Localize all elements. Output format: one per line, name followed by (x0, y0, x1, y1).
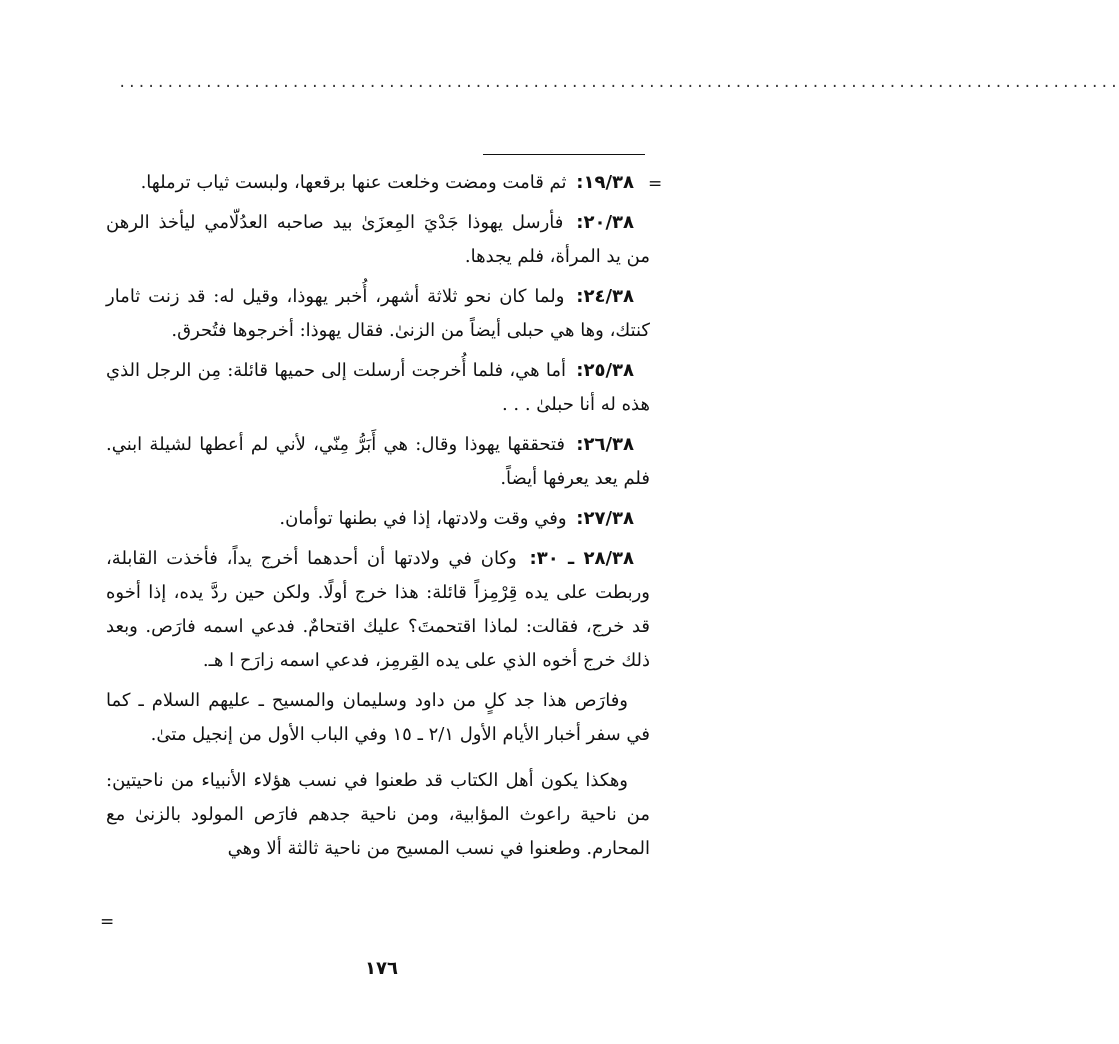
verse-text: وفي وقت ولادتها، إذا في بطنها توأمان. (279, 508, 567, 529)
verse-text: وكان في ولادتها أن أحدهما أخرج يداً، فأخذت القابلة، وربطت على يده قِرْمِزاً قائلة: هذا خرج أولًا. ولكن حين ردَّ يده، إذا أخوه قد خرج، فقالت: لماذا اقتحمتَ؟ عليك اقتحامٌ. فدعي اسمه فارَص. وبعد ذلك خرج أخوه الذي على يده القِرمِز، فدعي اسمه زارَح ا هـ. (106, 548, 650, 671)
verse-text: ثم قامت ومضت وخلعت عنها برقعها، ولبست ثياب ترملها. (140, 172, 567, 193)
verse-reference: ١٩/٣٨: (576, 172, 634, 193)
continuation-mark-top: = (648, 174, 663, 194)
header-dotted-rule: ........................................................................................................ (118, 75, 1119, 91)
footnote-verse-38-25 (106, 354, 650, 422)
footnote-verse-38-28-30 (106, 542, 650, 678)
footnote-verse-38-20 (106, 206, 650, 274)
verse-reference: ٢٠/٣٨: (576, 212, 634, 233)
verse-text: أما هي، فلما أُخرجت أرسلت إلى حميها قائلة: مِن الرجل الذي هذه له أنا حبلىٰ . . . (106, 360, 650, 415)
verse-text: فتحققها يهوذا وقال: هي أَبَرُّ مِنّي، لأني لم أعطها لشيلة ابني. فلم يعد يعرفها أيضاً. (106, 434, 650, 489)
body-paragraph-lineage: وفارَص هذا جد كلٍ من داود وسليمان والمسيح ـ عليهم السلام ـ كما في سفر أخبار الأيام الأول ٢/١ ـ ١٥ وفي الباب الأول من إنجيل متىٰ. (106, 690, 650, 745)
footnote-verse-38-26 (106, 428, 650, 496)
page-number: ١٧٦ (365, 958, 398, 979)
footnote-verse-38-19 (106, 166, 650, 200)
verse-reference: ٢٧/٣٨: (576, 508, 634, 529)
verse-text: ولما كان نحو ثلاثة أشهر، أُخبر يهوذا، وقيل له: قد زنت ثامار كنتك، وها هي حبلى أيضاً من الزنىٰ. فقال يهوذا: أخرجوها فتُحرق. (106, 286, 650, 341)
verse-text: فأرسل يهوذا جَدْيَ المِعزَىٰ بيد صاحبه العدُلّامي ليأخذ الرهن من يد المرأة، فلم يجدها. (106, 212, 650, 267)
footnote-verse-38-24 (106, 280, 650, 348)
footnote-verse-38-27 (106, 502, 650, 536)
verse-reference: ٢٨/٣٨ ـ ٣٠: (529, 548, 634, 569)
verse-reference: ٢٤/٣٨: (576, 286, 634, 307)
body-paragraph-conclusion: وهكذا يكون أهل الكتاب قد طعنوا في نسب هؤلاء الأنبياء من ناحيتين: من ناحية راعوث المؤابية، ومن ناحية جدهم فارَص المولود بالزنىٰ مع المحارم. وطعنوا في نسب المسيح من ناحية ثالثة ألا وهي (106, 770, 650, 859)
footnotes-block (106, 166, 650, 878)
verse-reference: ٢٥/٣٨: (576, 360, 634, 381)
footnote-separator-rule (483, 154, 645, 155)
continuation-mark-bottom: = (100, 912, 115, 932)
verse-reference: ٢٦/٣٨: (576, 434, 634, 455)
